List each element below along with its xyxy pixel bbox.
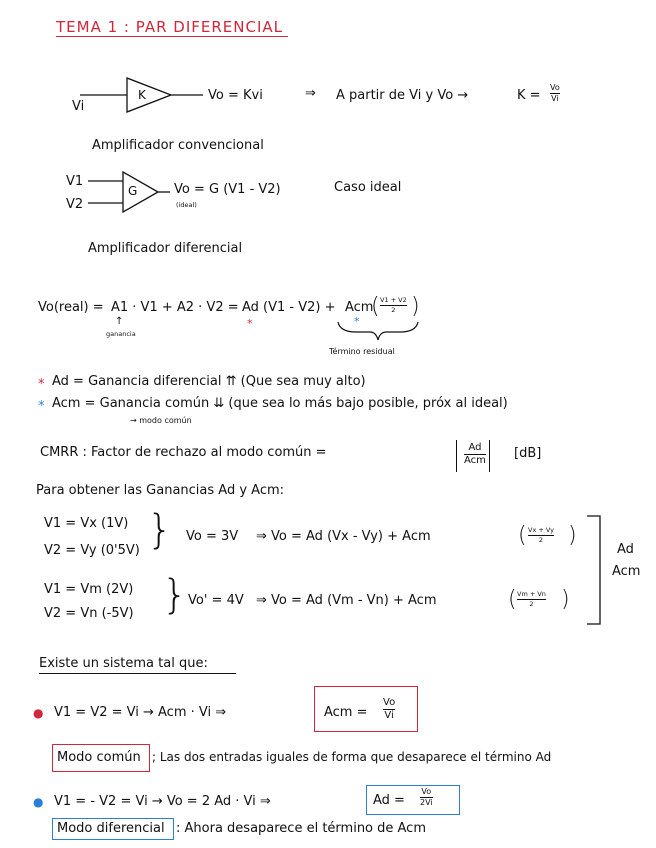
amp2-in2: V2 (66, 197, 84, 212)
diff-description: : Ahora desaparece el término de Acm (176, 821, 426, 836)
cmrr-num: Ad (468, 442, 482, 453)
amp1-k-lhs: K = (517, 88, 541, 103)
ad-definition: Ad = Ganancia diferencial ⇈ (Que sea muy alto) (52, 374, 366, 389)
common-description: ; Las dos entradas iguales de forma que desaparece el término Ad (152, 750, 552, 764)
common-box-num: Vo (383, 697, 396, 708)
sys-r1-equation: ⇒ Vo = Ad (Vx - Vy) + Acm (256, 529, 431, 544)
eq-real-lparen: ( (371, 294, 380, 319)
amp1-k-den: Vi (551, 94, 559, 103)
modo-comun-note: → modo común (130, 416, 192, 425)
ganancia-note: ganancia (106, 330, 136, 338)
ad-bullet: * (38, 377, 45, 392)
diff-equation: V1 = - V2 = Vi → Vo = 2 Ad · Vi ⇒ (54, 794, 271, 809)
common-box-den: Vi (384, 710, 394, 721)
amp2-gain-label: G (128, 184, 138, 198)
ganancia-arrow: ↑ (115, 316, 124, 327)
sys-r1-frac-den: 2 (538, 535, 544, 544)
obtain-heading: Para obtener las Ganancias Ad y Acm: (36, 483, 285, 498)
common-box-lhs: Acm = (324, 705, 368, 720)
sys-r2-output: Vo' = 4V (188, 593, 244, 608)
acm-definition: Acm = Ganancia común ⇊ (que sea lo más bajo posible, próx al ideal) (52, 396, 508, 411)
acm-star-marker: * (354, 315, 360, 328)
sys-r2-lparen: ( (508, 587, 517, 612)
sys-r2-brace: } (162, 572, 188, 618)
diff-label: Modo diferencial (57, 821, 165, 836)
amp2-case: Caso ideal (334, 180, 402, 195)
amp1-note: A partir de Vi y Vo → (336, 88, 469, 103)
amp1-output: Vo = Kvi (208, 88, 263, 103)
sys-r2b: V2 = Vn (-5V) (44, 606, 134, 621)
sys-r2a: V1 = Vm (2V) (44, 582, 134, 597)
ad-star-marker: * (247, 317, 253, 330)
amp1-gain-label: K (138, 88, 146, 102)
cmrr-label: CMRR : Factor de rechazo al modo común = (40, 445, 327, 460)
sys-r2-frac-num: Vm + Vn (517, 590, 546, 598)
exists-underline (39, 673, 236, 674)
sys-result-acm: Acm (612, 564, 641, 579)
amp2-output-sub: (ideal) (176, 201, 197, 209)
cmrr-unit: [dB] (514, 446, 542, 461)
diff-box-den: 2Vi (420, 798, 433, 807)
exists-heading: Existe un sistema tal que: (39, 656, 208, 671)
common-bullet: ● (33, 706, 44, 720)
diff-box-num: Vo (421, 787, 432, 796)
common-box-fraction (383, 698, 395, 721)
cmrr-den: Acm (464, 455, 486, 466)
amp2-in1: V1 (66, 174, 84, 189)
page-title: TEMA 1 : PAR DIFERENCIAL (56, 18, 283, 36)
sys-r1b: V2 = Vy (0'5V) (44, 543, 140, 558)
sys-r1-rparen: ) (568, 523, 577, 548)
sys-r1-brace: } (147, 507, 173, 553)
amp1-k-num: Vo (550, 83, 560, 92)
eq-real-frac-num: V1 + V2 (380, 296, 407, 304)
sys-r1-lparen: ( (518, 523, 527, 548)
eq-real-rparen: ) (411, 294, 420, 319)
eq-real-acm: Acm (345, 300, 374, 315)
eq-real-sum: A1 · V1 + A2 · V2 = (111, 300, 239, 315)
acm-bullet: * (38, 399, 45, 414)
sys-r2-rparen: ) (561, 587, 570, 612)
diff-bullet: ● (33, 795, 44, 809)
eq-real-ad-term: Ad (V1 - V2) + (242, 300, 336, 315)
residual-note: Término residual (329, 347, 395, 356)
sys-r2-frac-den: 2 (529, 599, 534, 608)
amp2-output: Vo = G (V1 - V2) (174, 182, 281, 197)
eq-real-frac-den: 2 (391, 305, 396, 314)
sys-r1-output: Vo = 3V (186, 529, 239, 544)
amp1-input-label: Vi (72, 99, 85, 114)
amp1-implies: ⇒ (305, 86, 316, 101)
sys-r2-equation: ⇒ Vo = Ad (Vm - Vn) + Acm (256, 593, 437, 608)
amp1-caption: Amplificador convencional (92, 138, 264, 153)
diff-box-fraction (420, 788, 433, 807)
common-equation: V1 = V2 = Vi → Acm · Vi ⇒ (54, 705, 227, 720)
common-label: Modo común (57, 750, 141, 765)
sys-result-ad: Ad (617, 542, 634, 557)
sys-r1-frac-num: Vx + Vy (528, 526, 554, 534)
sys-r1a: V1 = Vx (1V) (44, 516, 129, 531)
diff-box-lhs: Ad = (373, 793, 405, 808)
amp2-caption: Amplificador diferencial (88, 241, 243, 256)
eq-real-lhs: Vo(real) = (38, 300, 104, 315)
